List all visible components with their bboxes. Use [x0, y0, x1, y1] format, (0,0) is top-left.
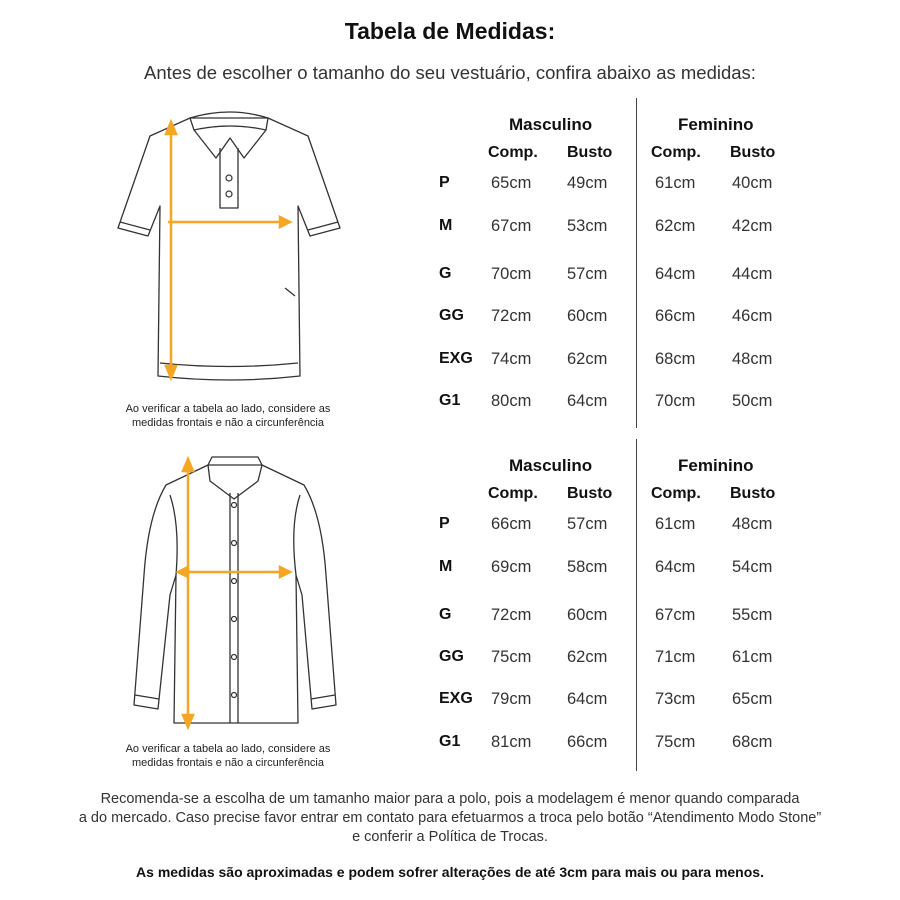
group-header-feminino: Feminino	[678, 115, 754, 134]
size-label: GG	[439, 307, 464, 324]
col-header: Busto	[567, 485, 613, 502]
table-cell: 53cm	[567, 217, 608, 235]
table-cell: 58cm	[567, 558, 608, 576]
col-header: Comp.	[651, 485, 701, 502]
table-cell: 64cm	[655, 265, 696, 283]
table-cell: 60cm	[567, 307, 608, 325]
table-cell: 70cm	[655, 392, 696, 410]
table-divider	[636, 98, 637, 428]
table-cell: 66cm	[491, 515, 532, 533]
table-cell: 66cm	[567, 733, 608, 751]
size-label: G	[439, 606, 452, 623]
table-cell: 61cm	[655, 515, 696, 533]
table-cell: 67cm	[491, 217, 532, 235]
col-header: Busto	[730, 144, 776, 161]
table-cell: 71cm	[655, 648, 696, 666]
table-cell: 40cm	[732, 174, 773, 192]
col-header: Comp.	[488, 485, 538, 502]
table-cell: 55cm	[732, 606, 773, 624]
table-cell: 60cm	[567, 606, 608, 624]
table-cell: 50cm	[732, 392, 773, 410]
size-label: G	[439, 265, 452, 282]
col-header: Comp.	[488, 144, 538, 161]
table-cell: 74cm	[491, 350, 532, 368]
col-header: Busto	[567, 144, 613, 161]
table-cell: 68cm	[732, 733, 773, 751]
table-cell: 64cm	[655, 558, 696, 576]
size-label: M	[439, 558, 453, 575]
table-cell: 72cm	[491, 307, 532, 325]
size-label: EXG	[439, 690, 473, 707]
table-cell: 62cm	[567, 648, 608, 666]
table-cell: 65cm	[491, 174, 532, 192]
table-cell: 73cm	[655, 690, 696, 708]
table-cell: 46cm	[732, 307, 773, 325]
group-header-masculino: Masculino	[509, 115, 593, 134]
table-cell: 44cm	[732, 265, 773, 283]
footer-note: Recomenda-se a escolha de um tamanho maior para a polo, pois a modelagem é menor quando comparada a do mercado. Caso precise favor entrar em contato para efetuarmos a troca pelo botão “Atendimento Modo Stone” e conferir a Política de Trocas.	[78, 791, 822, 845]
table-cell: 42cm	[732, 217, 773, 235]
table-cell: 65cm	[732, 690, 773, 708]
table-cell: 49cm	[567, 174, 608, 192]
table-cell: 70cm	[491, 265, 532, 283]
table-cell: 61cm	[732, 648, 773, 666]
table-cell: 64cm	[567, 690, 608, 708]
table-cell: 57cm	[567, 265, 608, 283]
size-label: P	[439, 515, 450, 532]
table-cell: 72cm	[491, 606, 532, 624]
table-cell: 57cm	[567, 515, 608, 533]
table-cell: 64cm	[567, 392, 608, 410]
table-cell: 67cm	[655, 606, 696, 624]
table-cell: 69cm	[491, 558, 532, 576]
table-cell: 62cm	[655, 217, 696, 235]
col-header: Comp.	[651, 144, 701, 161]
dress-shirt-icon	[130, 455, 340, 735]
table-cell: 48cm	[732, 350, 773, 368]
size-table-polo	[430, 98, 830, 438]
table-divider	[636, 439, 637, 771]
illustration-note-1: Ao verificar a tabela ao lado, considere as medidas frontais e não a circunferência	[125, 403, 331, 429]
table-cell: 79cm	[491, 690, 532, 708]
size-label: G1	[439, 733, 461, 750]
size-label: G1	[439, 392, 461, 409]
col-header: Busto	[730, 485, 776, 502]
table-cell: 62cm	[567, 350, 608, 368]
table-cell: 66cm	[655, 307, 696, 325]
table-cell: 61cm	[655, 174, 696, 192]
table-cell: 75cm	[655, 733, 696, 751]
table-cell: 75cm	[491, 648, 532, 666]
group-header-masculino: Masculino	[509, 456, 593, 475]
table-cell: 80cm	[491, 392, 532, 410]
table-cell: 81cm	[491, 733, 532, 751]
table-cell: 54cm	[732, 558, 773, 576]
footer-warning: As medidas são aproximadas e podem sofrer alterações de até 3cm para mais ou para menos.	[136, 864, 764, 880]
polo-shirt-icon	[110, 108, 350, 388]
table-cell: 68cm	[655, 350, 696, 368]
page-subtitle: Antes de escolher o tamanho do seu vestuário, confira abaixo as medidas:	[144, 62, 756, 83]
size-label: GG	[439, 648, 464, 665]
page-title: Tabela de Medidas:	[344, 18, 556, 44]
size-table-dress-shirt	[430, 439, 830, 779]
size-label: P	[439, 174, 450, 191]
illustration-note-2: Ao verificar a tabela ao lado, considere as medidas frontais e não a circunferência	[125, 743, 331, 769]
table-cell: 48cm	[732, 515, 773, 533]
size-label: M	[439, 217, 453, 234]
group-header-feminino: Feminino	[678, 456, 754, 475]
size-label: EXG	[439, 350, 473, 367]
